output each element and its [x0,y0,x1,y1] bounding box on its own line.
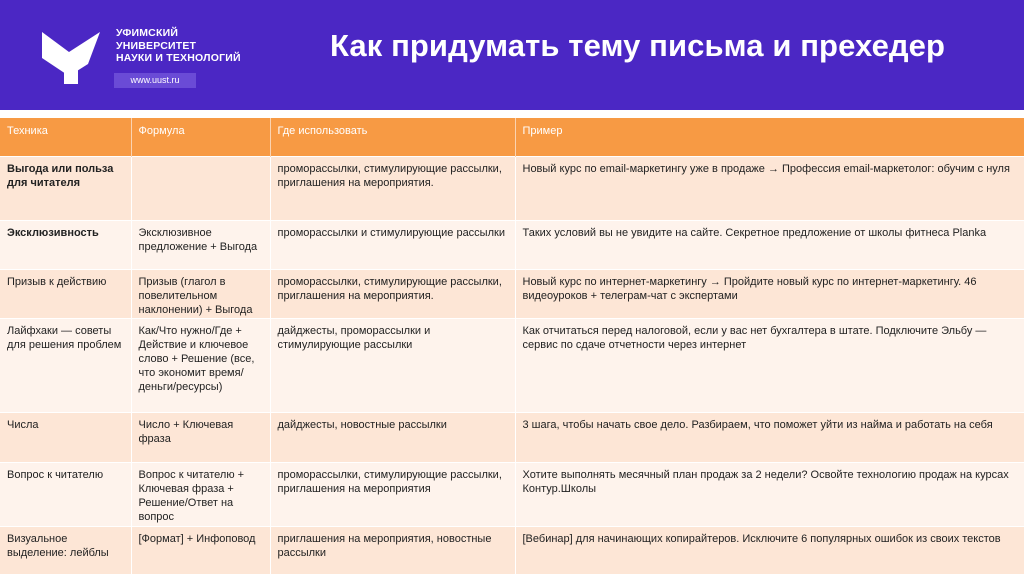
example-cell: Хотите выполнять месячный план продаж за 2 недели? Освойте технологию продаж на курсах Контур.Школы [515,462,1024,526]
university-name-line: УФИМСКИЙ [116,27,179,39]
technique-cell: Числа [0,412,131,462]
technique-cell: Эксклюзивность [0,220,131,269]
technique-cell: Выгода или польза для читателя [0,156,131,220]
technique-cell: Визуальное выделение: лейблы [0,526,131,574]
usage-cell: проморассылки и стимулирующие рассылки [270,220,515,269]
subject-line-techniques-table [0,118,1024,574]
formula-cell: Вопрос к читателю + Ключевая фраза + Решение/Ответ на вопрос [131,462,270,526]
table-row [0,269,1024,318]
usage-cell: проморассылки, стимулирующие рассылки, приглашения на мероприятия. [270,156,515,220]
example-cell: Новый курс по email-маркетингу уже в продаже → Профессия email-маркетолог: обучим с нуля [515,156,1024,220]
usage-cell: дайджесты, новостные рассылки [270,412,515,462]
example-cell: [Вебинар] для начинающих копирайтеров. Исключите 6 популярных ошибок из своих текстов [515,526,1024,574]
table-row [0,462,1024,526]
page-title: Как придумать тему письма и прехедер [330,28,946,63]
uust-logo-icon [38,30,104,86]
formula-cell: Призыв (глагол в повелительном наклонении) + Выгода [131,269,270,318]
formula-cell [131,156,270,220]
column-header-example: Пример [515,118,1024,156]
university-name-line: НАУКИ И ТЕХНОЛОГИЙ [116,52,241,64]
slide-header [0,0,1024,110]
university-name-line: УНИВЕРСИТЕТ [116,39,197,52]
example-cell: 3 шага, чтобы начать свое дело. Разбираем, что поможет уйти из найма и работать на себя [515,412,1024,462]
usage-cell: дайджесты, проморассылки и стимулирующие рассылки [270,318,515,412]
technique-cell: Лайфхаки — советы для решения проблем [0,318,131,412]
usage-cell: приглашения на мероприятия, новостные рассылки [270,526,515,574]
usage-cell: проморассылки, стимулирующие рассылки, приглашения на мероприятия [270,462,515,526]
formula-cell: Как/Что нужно/Где + Действие и ключевое слово + Решение (все, что экономит время/деньги/ресурсы) [131,318,270,412]
usage-cell: проморассылки, стимулирующие рассылки, приглашения на мероприятия. [270,269,515,318]
table-row [0,318,1024,412]
table-header-row [0,118,1024,156]
table-row [0,156,1024,220]
website-badge[interactable]: www.uust.ru [114,73,196,88]
formula-cell: Эксклюзивное предложение + Выгода [131,220,270,269]
table-row [0,220,1024,269]
technique-cell: Вопрос к читателю [0,462,131,526]
example-cell: Таких условий вы не увидите на сайте. Секретное предложение от школы фитнеса Planka [515,220,1024,269]
formula-cell: Число + Ключевая фраза [131,412,270,462]
table-row [0,526,1024,574]
column-header-formula: Формула [131,118,270,156]
example-cell: Как отчитаться перед налоговой, если у вас нет бухгалтера в штате. Подключите Эльбу — сервис по сдаче отчетности через интернет [515,318,1024,412]
table-row [0,412,1024,462]
university-name [116,27,241,65]
example-cell: Новый курс по интернет-маркетингу → Пройдите новый курс по интернет-маркетингу. 46 видеоуроков + телеграм-чат с экспертами [515,269,1024,318]
column-header-technique: Техника [0,118,131,156]
formula-cell: [Формат] + Инфоповод [131,526,270,574]
technique-cell: Призыв к действию [0,269,131,318]
column-header-usage: Где использовать [270,118,515,156]
header-divider [0,110,1024,118]
